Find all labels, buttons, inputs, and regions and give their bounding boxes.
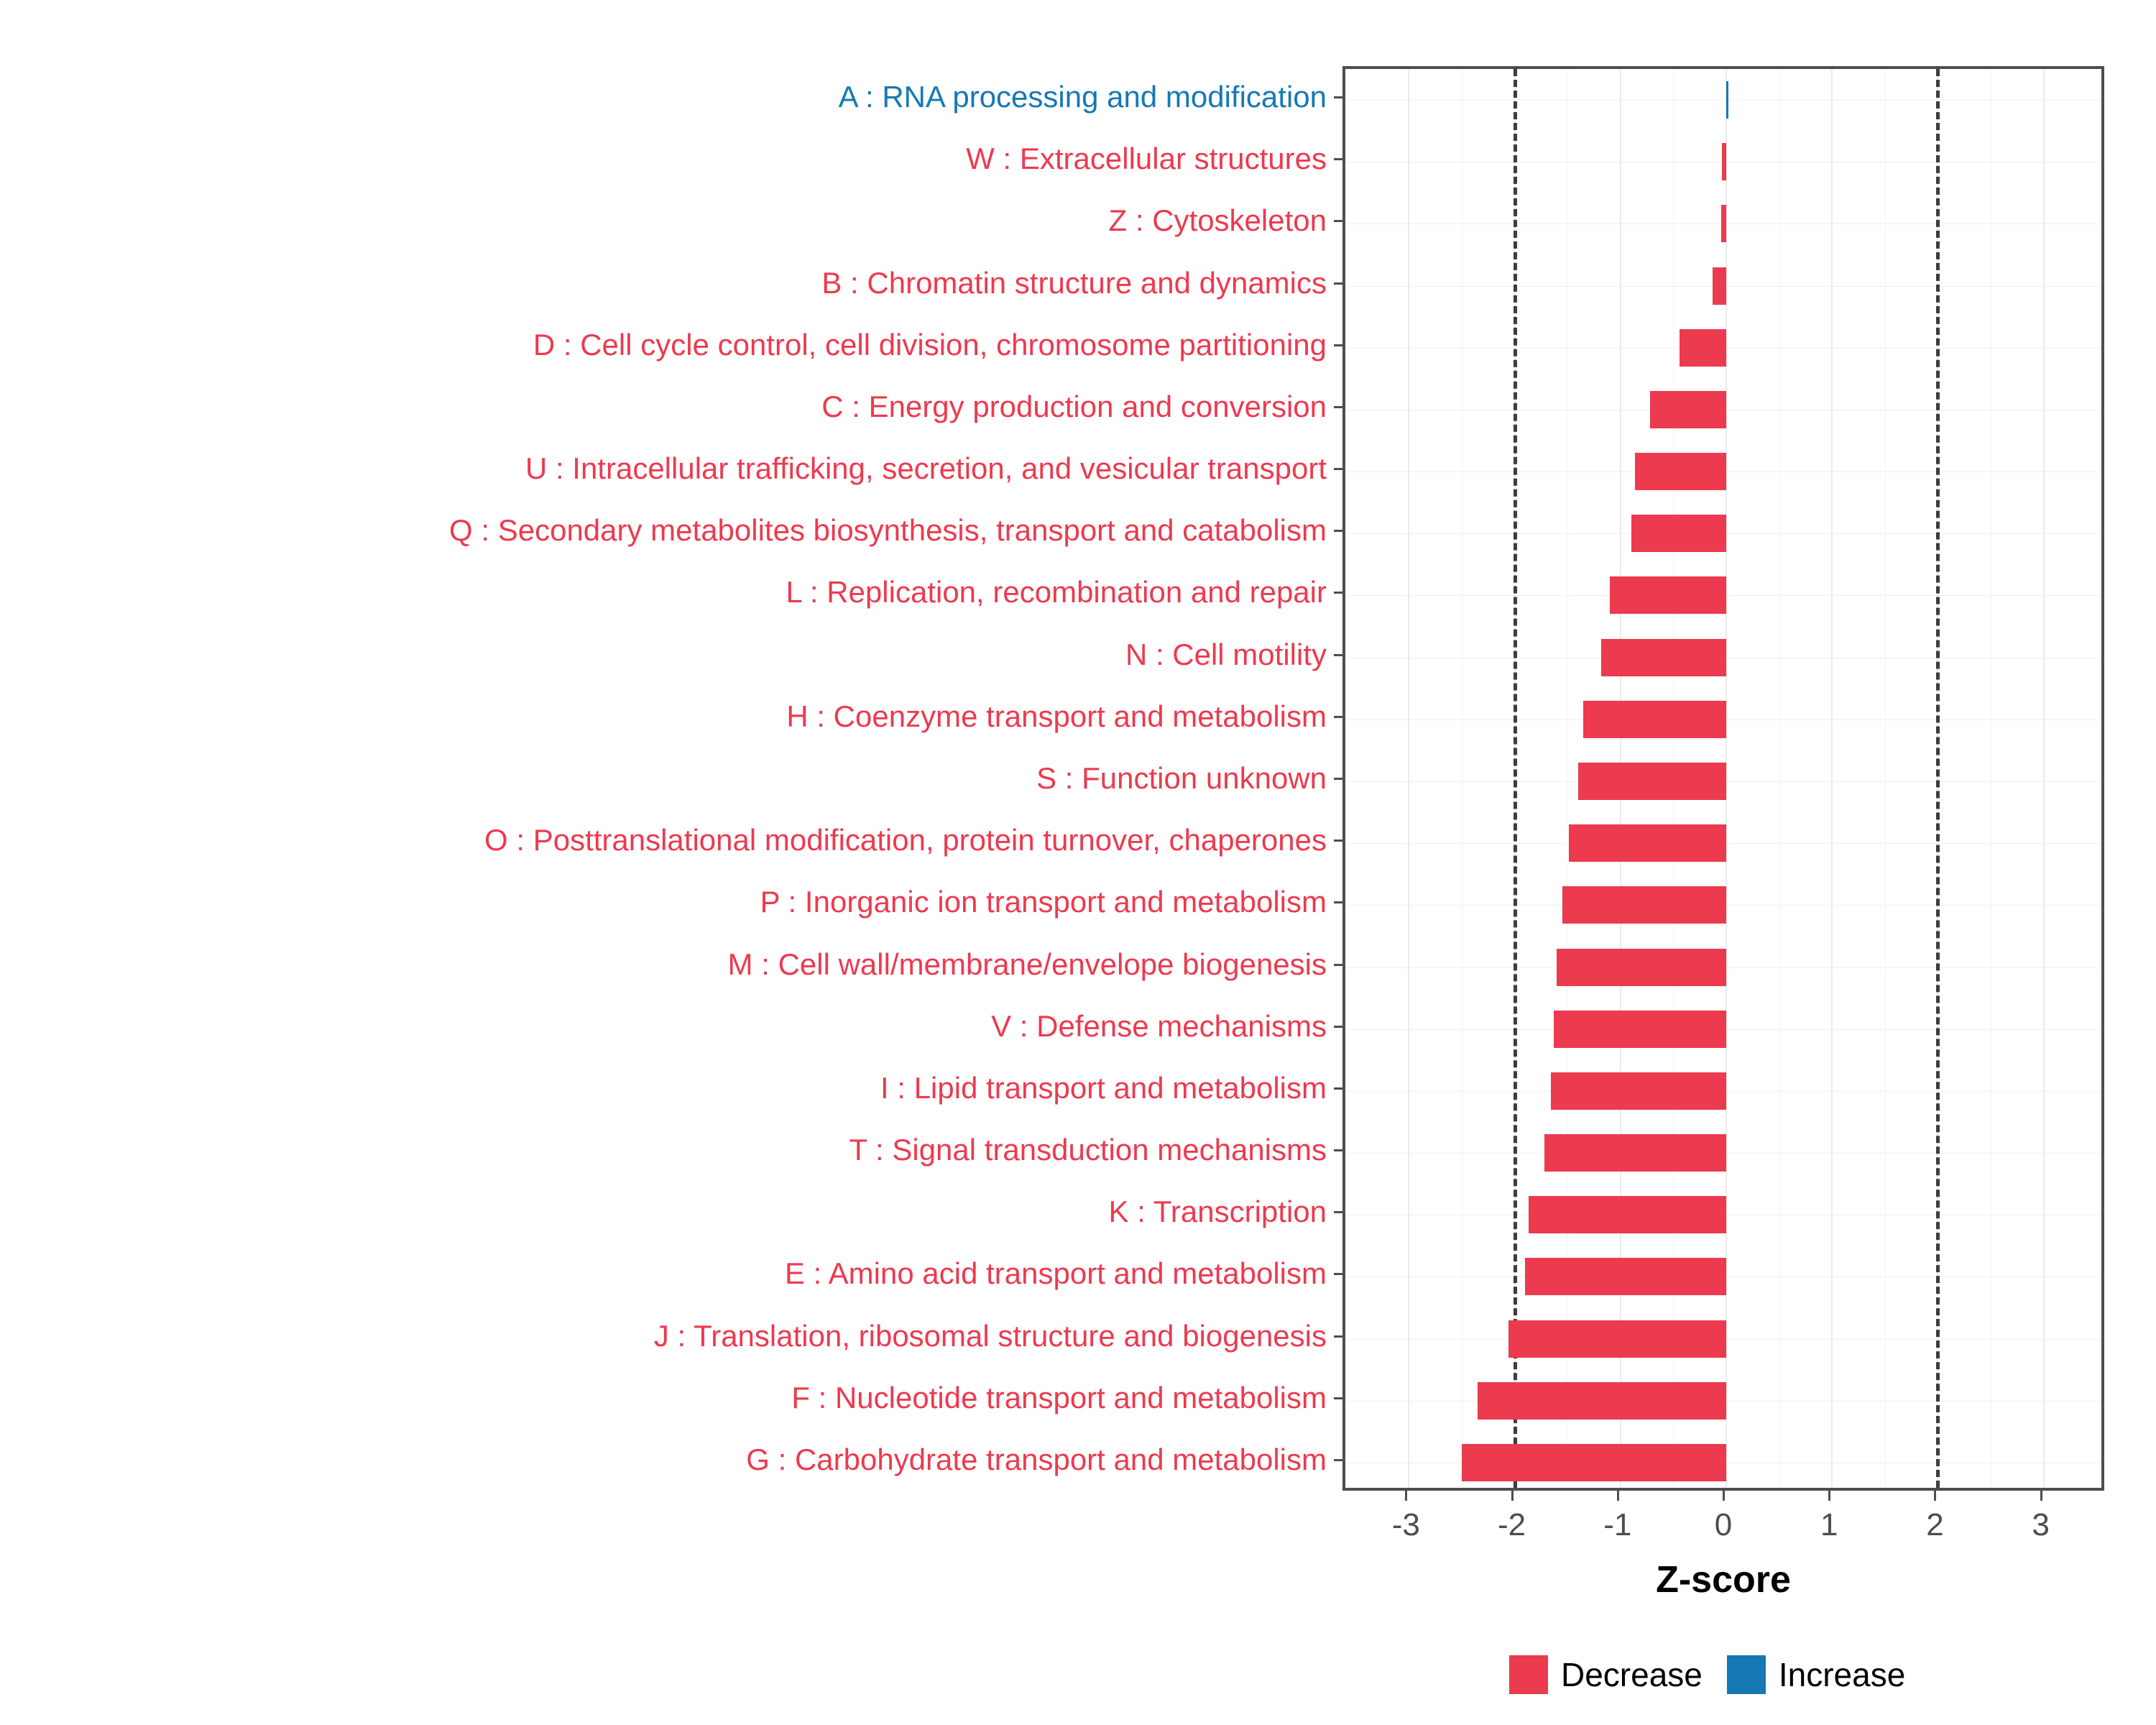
- y-axis-tick: [1334, 1087, 1342, 1090]
- bar: [1562, 886, 1726, 924]
- y-axis-tick: [1334, 1026, 1342, 1028]
- legend-item-increase: [1727, 1655, 1905, 1694]
- y-axis-tick: [1334, 840, 1342, 842]
- bar: [1635, 453, 1726, 490]
- bar: [1529, 1196, 1726, 1233]
- y-axis-tick: [1334, 1211, 1342, 1213]
- bar: [1544, 1134, 1726, 1172]
- bar: [1721, 205, 1726, 242]
- plot-panel: [1342, 66, 2104, 1491]
- legend-label-decrease: Decrease: [1561, 1656, 1703, 1693]
- legend-swatch-decrease-icon: [1509, 1655, 1548, 1694]
- x-axis-tick: [2040, 1491, 2042, 1501]
- category-label: C : Energy production and conversion: [821, 389, 1327, 423]
- bar: [1551, 1072, 1726, 1110]
- reference-line: [1514, 69, 1517, 1488]
- x-axis-tick-label: -3: [1391, 1507, 1420, 1542]
- category-label: E : Amino acid transport and metabolism: [784, 1256, 1327, 1291]
- category-label: S : Function unknown: [1036, 761, 1327, 795]
- category-label: I : Lipid transport and metabolism: [880, 1070, 1327, 1105]
- x-axis-tick-label: 3: [2032, 1507, 2050, 1542]
- y-axis-tick: [1334, 654, 1342, 656]
- category-label: P : Inorganic ion transport and metabolism: [760, 885, 1327, 919]
- bar: [1569, 824, 1726, 862]
- bar: [1557, 949, 1726, 986]
- category-label: Z : Cytoskeleton: [1108, 203, 1327, 238]
- legend-label-increase: Increase: [1778, 1656, 1906, 1693]
- bar: [1554, 1011, 1726, 1048]
- category-label: O : Posttranslational modification, protein turnover, chaperones: [484, 823, 1327, 857]
- y-axis-tick: [1334, 1273, 1342, 1275]
- y-axis-tick: [1334, 220, 1342, 222]
- x-axis-title: Z-score: [1656, 1559, 1791, 1601]
- bar: [1650, 391, 1726, 428]
- bar: [1601, 639, 1726, 676]
- category-label: D : Cell cycle control, cell division, chromosome partitioning: [533, 327, 1327, 362]
- y-axis-tick: [1334, 964, 1342, 966]
- category-label: U : Intracellular trafficking, secretion, and vesicular transport: [525, 451, 1327, 486]
- y-axis-tick: [1334, 96, 1342, 98]
- x-axis-tick: [1934, 1491, 1936, 1501]
- bar: [1478, 1382, 1726, 1420]
- y-axis-tick: [1334, 158, 1342, 160]
- category-label: L : Replication, recombination and repair: [786, 575, 1327, 610]
- y-axis-tick: [1334, 1149, 1342, 1151]
- gridline-horizontal: [1345, 100, 2101, 101]
- y-axis-tick: [1334, 1397, 1342, 1399]
- x-axis-tick: [1511, 1491, 1514, 1501]
- bar: [1713, 267, 1726, 305]
- bar: [1525, 1258, 1726, 1295]
- category-label: J : Translation, ribosomal structure and biogenesis: [653, 1318, 1327, 1353]
- y-axis-tick: [1334, 468, 1342, 470]
- y-axis-tick: [1334, 530, 1342, 532]
- category-label: T : Signal transduction mechanisms: [849, 1133, 1327, 1167]
- category-label: V : Defense mechanisms: [991, 1008, 1327, 1043]
- x-axis-tick-label: -1: [1603, 1507, 1632, 1542]
- bar: [1680, 329, 1726, 367]
- x-axis-tick-label: 0: [1714, 1507, 1733, 1542]
- reference-line: [1936, 69, 1940, 1488]
- x-axis-tick-label: 1: [1820, 1507, 1838, 1542]
- category-label: N : Cell motility: [1125, 637, 1327, 671]
- y-axis-tick: [1334, 778, 1342, 780]
- bar: [1726, 81, 1728, 119]
- y-axis-tick: [1334, 344, 1342, 346]
- bar: [1508, 1320, 1726, 1358]
- y-axis-tick: [1334, 901, 1342, 903]
- gridline-vertical-minor: [1779, 69, 1780, 1488]
- y-axis-tick: [1334, 1459, 1342, 1461]
- category-label: K : Transcription: [1108, 1195, 1327, 1229]
- bar: [1462, 1444, 1726, 1481]
- legend-item-decrease: [1509, 1655, 1703, 1694]
- x-axis-tick-label: 2: [1926, 1507, 1944, 1542]
- gridline-vertical-minor: [1885, 69, 1886, 1488]
- bar: [1631, 515, 1727, 552]
- gridline-vertical: [1408, 69, 1409, 1488]
- y-axis-tick: [1334, 592, 1342, 594]
- y-axis-tick: [1334, 406, 1342, 408]
- category-label: W : Extracellular structures: [966, 142, 1327, 176]
- legend-swatch-increase-icon: [1727, 1655, 1766, 1694]
- x-axis-tick: [1405, 1491, 1407, 1501]
- x-axis-tick: [1617, 1491, 1619, 1501]
- legend: [1509, 1653, 1905, 1696]
- bar: [1583, 701, 1726, 738]
- category-label: H : Coenzyme transport and metabolism: [786, 699, 1327, 733]
- y-axis-tick: [1334, 1335, 1342, 1338]
- x-axis-tick-label: -2: [1497, 1507, 1526, 1542]
- category-label: M : Cell wall/membrane/envelope biogenesis: [727, 947, 1327, 981]
- bar: [1610, 576, 1726, 614]
- x-axis-tick: [1828, 1491, 1830, 1501]
- bar: [1722, 143, 1726, 180]
- category-label: F : Nucleotide transport and metabolism: [791, 1380, 1327, 1414]
- y-axis-tick: [1334, 282, 1342, 285]
- category-label: B : Chromatin structure and dynamics: [821, 265, 1327, 300]
- y-axis-tick: [1334, 716, 1342, 718]
- bar: [1578, 763, 1726, 800]
- gridline-vertical: [2043, 69, 2045, 1488]
- category-label: A : RNA processing and modification: [838, 80, 1327, 114]
- gridline-vertical: [1831, 69, 1833, 1488]
- category-label: G : Carbohydrate transport and metabolism: [746, 1442, 1327, 1476]
- category-label: Q : Secondary metabolites biosynthesis, transport and catabolism: [449, 513, 1327, 548]
- x-axis-tick: [1723, 1491, 1725, 1501]
